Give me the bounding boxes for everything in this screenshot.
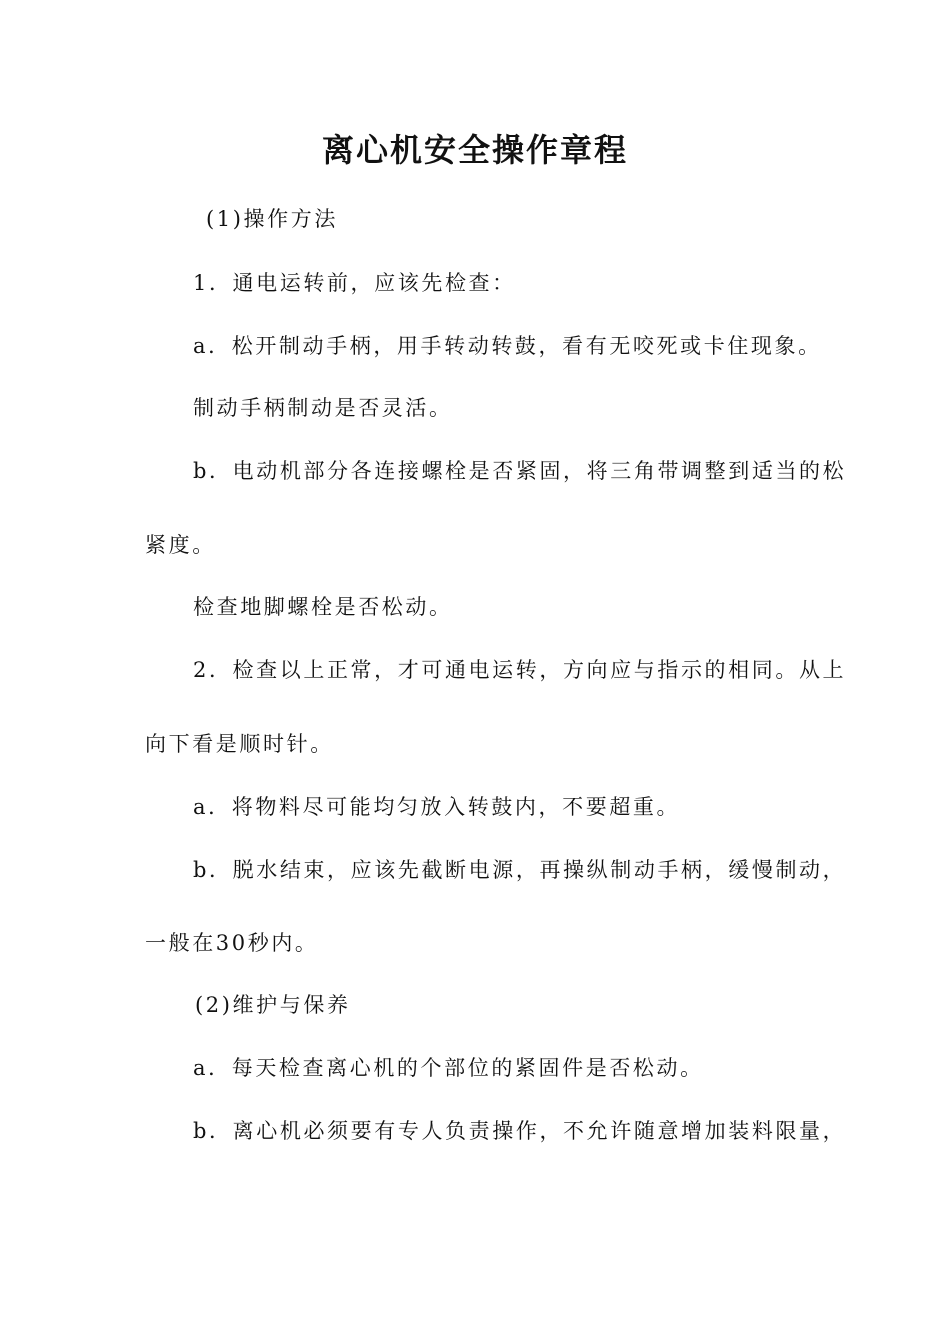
paragraph-line: a．每天检查离心机的个部位的紧固件是否松动。 — [193, 1056, 704, 1080]
paragraph-line: 一般在30秒内。 — [145, 931, 319, 955]
paragraph-line: b．离心机必须要有专人负责操作，不允许随意增加装料限量， — [193, 1119, 847, 1143]
paragraph-line: b．脱水结束，应该先截断电源，再操纵制动手柄，缓慢制动， — [193, 858, 847, 882]
paragraph-line: a．松开制动手柄，用手转动转鼓，看有无咬死或卡住现象。 — [193, 334, 822, 358]
paragraph-line: 紧度。 — [145, 533, 216, 557]
paragraph-line: a．将物料尽可能均匀放入转鼓内，不要超重。 — [193, 795, 681, 819]
section-heading-maintenance: (2)维护与保养 — [195, 993, 351, 1017]
paragraph-line: 1．通电运转前，应该先检查： — [193, 271, 516, 295]
paragraph-line: 检查地脚螺栓是否松动。 — [193, 595, 453, 619]
document-title: 离心机安全操作章程 — [321, 131, 628, 169]
paragraph-line: 制动手柄制动是否灵活。 — [193, 396, 453, 420]
paragraph-line: 2．检查以上正常，才可通电运转，方向应与指示的相同。从上 — [193, 658, 847, 682]
section-heading-operation: (1)操作方法 — [206, 207, 338, 231]
paragraph-line: b．电动机部分各连接螺栓是否紧固，将三角带调整到适当的松 — [193, 459, 847, 483]
paragraph-line: 向下看是顺时针。 — [145, 732, 334, 756]
